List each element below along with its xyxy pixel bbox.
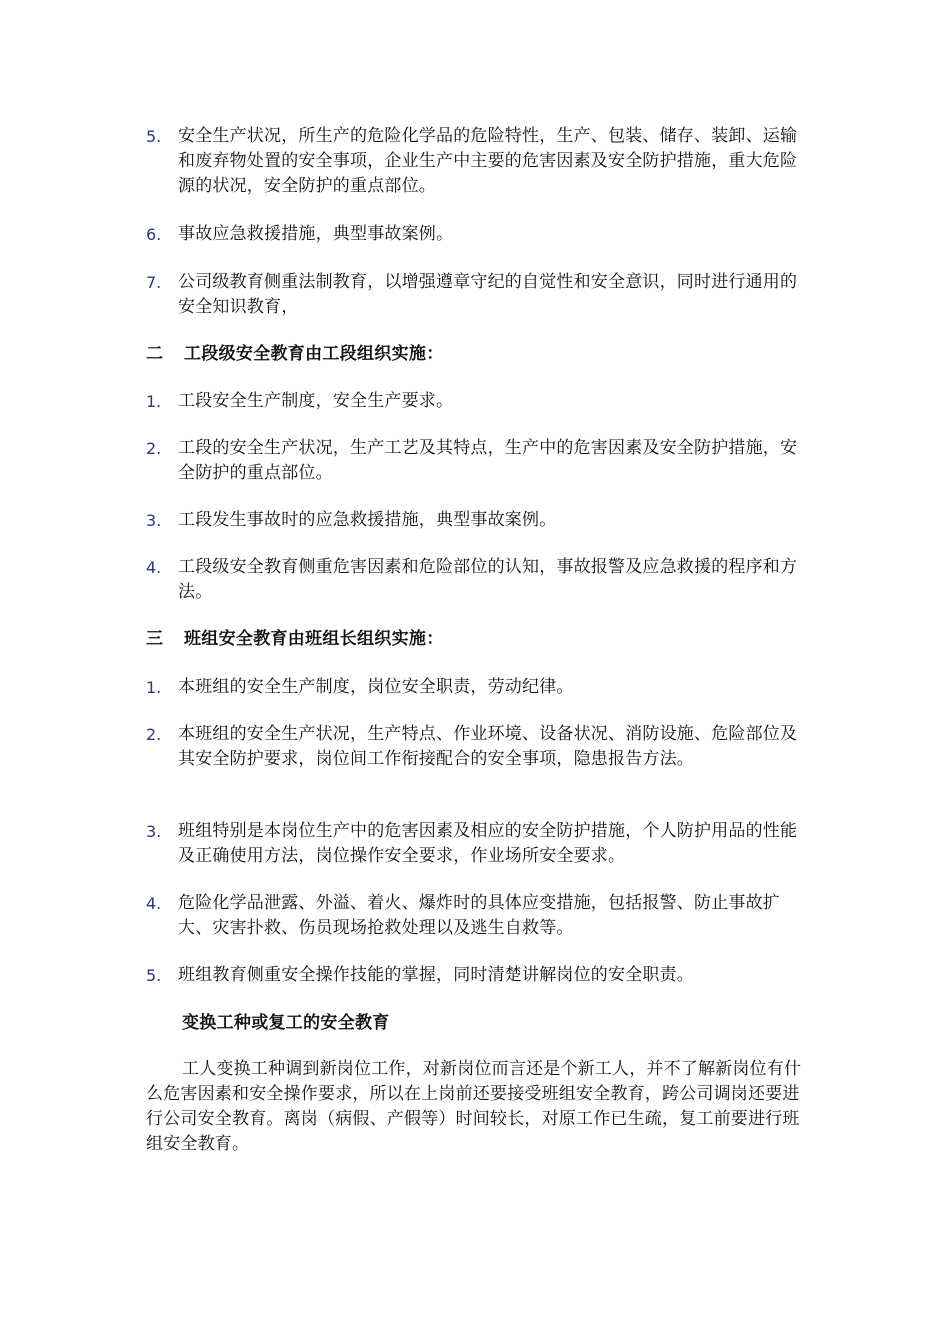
list-item-text: 危险化学品泄露、外溢、着火、爆炸时的具体应变措施，包括报警、防止事故扩大、灾害扑救、伤员现场抢救处理以及逃生自救等。 — [178, 893, 780, 938]
list-item — [146, 891, 806, 941]
list-item-text: 工段发生事故时的应急救援措施，典型事故案例。 — [178, 510, 557, 530]
section-number: 三 — [146, 629, 164, 649]
list-item — [146, 555, 806, 605]
list-item-text: 工段安全生产制度，安全生产要求。 — [178, 391, 454, 411]
list-item-number: 4. — [146, 894, 162, 913]
list-item — [146, 722, 806, 772]
list-item-number: 1. — [146, 392, 162, 411]
list-item-text: 工段的安全生产状况，生产工艺及其特点，生产中的危害因素及安全防护措施，安全防护的重点部位。 — [178, 438, 798, 483]
section-title: 工段级安全教育由工段组织实施： — [184, 344, 444, 364]
list-item-text: 工段级安全教育侧重危害因素和危险部位的认知，事故报警及应急救援的程序和方法。 — [178, 557, 798, 602]
list-item-number: 4. — [146, 558, 162, 577]
list-item-number: 2. — [146, 439, 162, 458]
list-item — [146, 222, 806, 247]
list-item — [146, 963, 806, 988]
section-title: 班组安全教育由班组长组织实施： — [184, 629, 444, 649]
list-item — [146, 508, 806, 533]
list-item-text: 本班组的安全生产制度，岗位安全职责，劳动纪律。 — [178, 677, 574, 697]
section-heading — [146, 627, 444, 652]
list-item — [146, 124, 806, 199]
list-item-number: 1. — [146, 678, 162, 697]
list-item-text: 本班组的安全生产状况，生产特点、作业环境、设备状况、消防设施、危险部位及其安全防护要求，岗位间工作衔接配合的安全事项，隐患报告方法。 — [178, 724, 798, 769]
list-item-number: 5. — [146, 127, 162, 146]
subsection-title: 变换工种或复工的安全教育 — [182, 1013, 390, 1033]
list-item — [146, 819, 806, 869]
body-paragraph: 工人变换工种调到新岗位工作，对新岗位而言还是个新工人，并不了解新岗位有什么危害因素和安全操作要求，所以在上岗前还要接受班组安全教育，跨公司调岗还要进行公司安全教育。离岗（病假、产假等）时间较长，对原工作已生疏，复工前要进行班组安全教育。 — [146, 1059, 802, 1154]
list-item-number: 3. — [146, 822, 162, 841]
list-item-text: 事故应急救援措施，典型事故案例。 — [178, 224, 454, 244]
list-item — [146, 675, 806, 700]
list-item — [146, 389, 806, 414]
section-heading — [146, 342, 444, 367]
list-item-number: 7. — [146, 273, 162, 292]
list-item — [146, 270, 806, 320]
list-item — [146, 436, 806, 486]
section-number: 二 — [146, 344, 164, 364]
list-item-text: 公司级教育侧重法制教育，以增强遵章守纪的自觉性和安全意识，同时进行通用的安全知识教育， — [178, 272, 798, 317]
list-item-number: 2. — [146, 725, 162, 744]
list-item-number: 6. — [146, 225, 162, 244]
list-item-number: 5. — [146, 966, 162, 985]
list-item-text: 班组特别是本岗位生产中的危害因素及相应的安全防护措施，个人防护用品的性能及正确使用方法，岗位操作安全要求，作业场所安全要求。 — [178, 821, 798, 866]
list-item-text: 安全生产状况，所生产的危险化学品的危险特性，生产、包装、储存、装卸、运输和废弃物处置的安全事项，企业生产中主要的危害因素及安全防护措施，重大危险源的状况，安全防护的重点部位。 — [178, 126, 798, 196]
list-item-number: 3. — [146, 511, 162, 530]
list-item-text: 班组教育侧重安全操作技能的掌握，同时清楚讲解岗位的安全职责。 — [178, 965, 694, 985]
